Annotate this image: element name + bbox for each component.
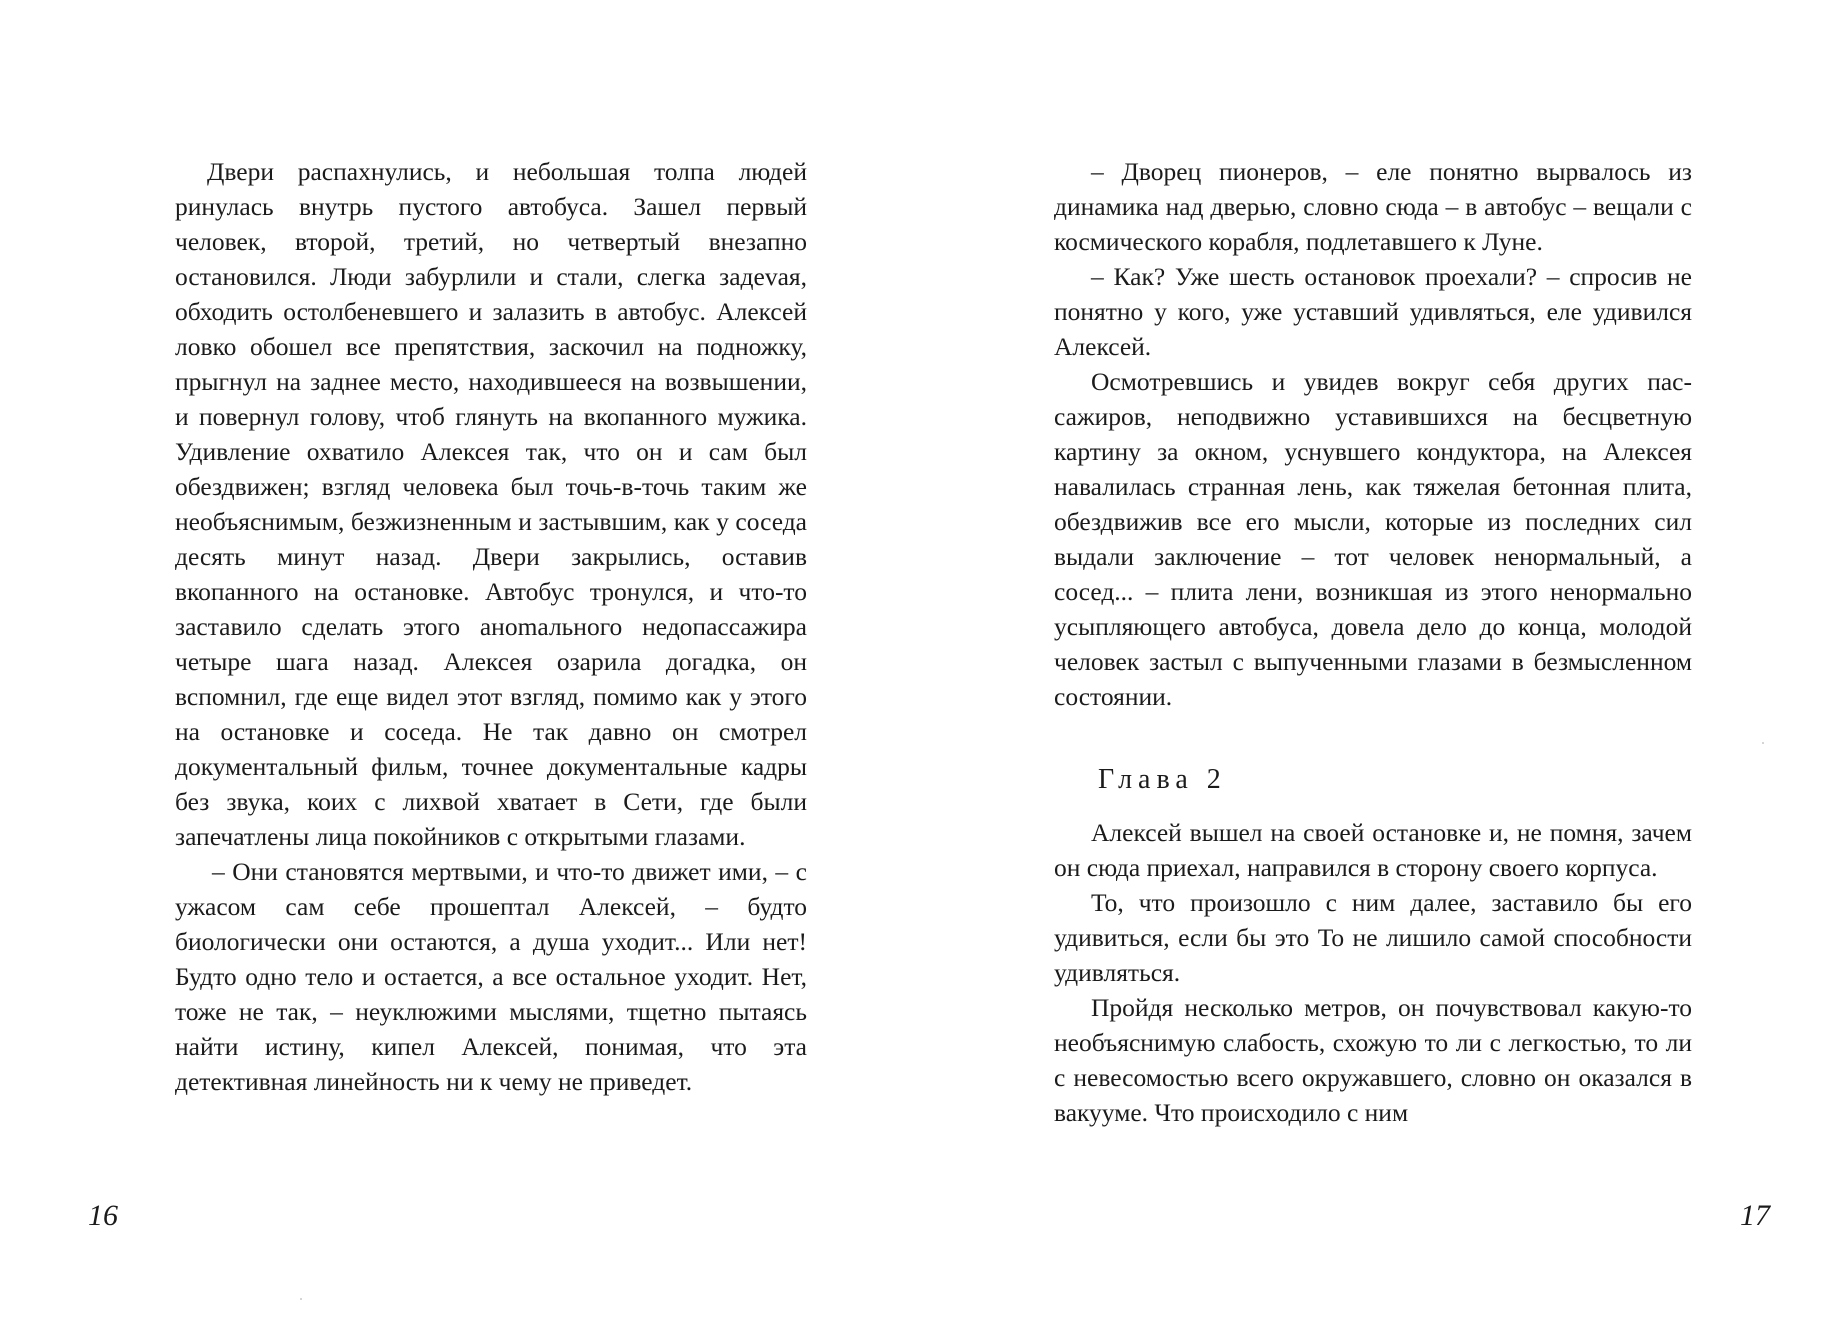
page-number-right: 17: [1740, 1199, 1770, 1232]
paragraph: – Как? Уже шесть остановок проехали? – спросив не понятно у кого, уже уставший удивляться, еле удивился Алексей.: [1054, 262, 1692, 361]
left-page-text: [175, 154, 807, 1099]
paper-speck: [300, 1298, 302, 1300]
paragraph: Двери распахнулись, и небольшая толпа людей ринулась внутрь пустого автобуса. Зашел первый человек, второй, третий, но четвертый внезапно остановился. Люди забурлили и стали, слегка задеvая, обходить остолбеневшего и залазить в автобус. Алексей ловко обошел все препятствия, заскочил на подножку, прыгнул на заднее место, находившееся на возвышении, и повернул голову, чтоб глянуть на вкопанного мужика. Удивление охватило Алексея так, что он и сам был обездвижен; взгляд человека был точь-в-точь таким же необъяснимым, безжизненным и застывшим, как у соседа десять минут назад. Двери закрылись, оставив вкопанного на остановке. Автобус тронулся, и что-то заставило сделать этого аноmального недопассажира четыре шага назад. Алексея озарила догадка, он вспомнил, где еще видел этот взгляд, помимо как у этого на остановке и соседа. Не так давно он смотрел документальный фильм, точнее документальные кадры без звука, коих с лихвой хватает в Сети, где были запечатлены лица покойников с открытыми глазами.: [175, 157, 807, 851]
right-page-text-bottom: [1054, 815, 1692, 1130]
chapter-heading: Глава 2: [1098, 764, 1227, 795]
right-page-text-top: [1054, 154, 1692, 714]
page-number-left: 16: [88, 1199, 118, 1232]
paragraph: Алексей вышел на своей остановке и, не помня, зачем он сюда приехал, направился в сторону своего корпуса.: [1054, 818, 1692, 882]
paragraph: Пройдя несколько метров, он почувствовал какую-то необъяснимую слабость, схожую то ли с легкостью, то ли с невесомостью всего окружавшего, словно он оказался в вакууме. Что происходило с ним: [1054, 993, 1692, 1127]
paragraph: То, что произошло с ним далее, заставило бы его удивиться, если бы это То не лишило самой способности удивляться.: [1054, 888, 1692, 987]
paragraph: Осмотревшись и увидев вокруг себя других пассажиров, неподвижно уставившихся на бесцветную картину за окном, уснувшего кондуктора, на Алексея навалилась странная лень, как тяжелая бетонная плита, обездвижив все его мысли, которые из последних сил выдали заключение – тот человек ненормальный, а сосед... – плита лени, возникшая из этого ненормально усыпляющего автобуса, довела дело до конца, молодой человек застыл с выпученными глазами в безмысленном состоянии.: [1054, 367, 1692, 711]
right-page: [916, 0, 1833, 1324]
paragraph: – Дворец пионеров, – еле понятно вырвалось из динамика над дверью, словно сюда – в автобус – вещали с космического корабля, подлетавшего к Луне.: [1054, 157, 1692, 256]
paper-speck: [1762, 742, 1764, 744]
paragraph: – Они становятся мертвыми, и что-то движет ими, – с ужасом сам себе прошептал Алексей, – будто биологически они остаются, а душа уходит... Или нет! Будто одно тело и остается, а все остальное уходит. Нет, тоже не так, – неуклюжими мыслями, тщетно пытаясь найти истину, кипел Алексей, понимая, что эта детективная линейность ни к чему не приведет.: [175, 857, 807, 1096]
left-page: [0, 0, 916, 1324]
